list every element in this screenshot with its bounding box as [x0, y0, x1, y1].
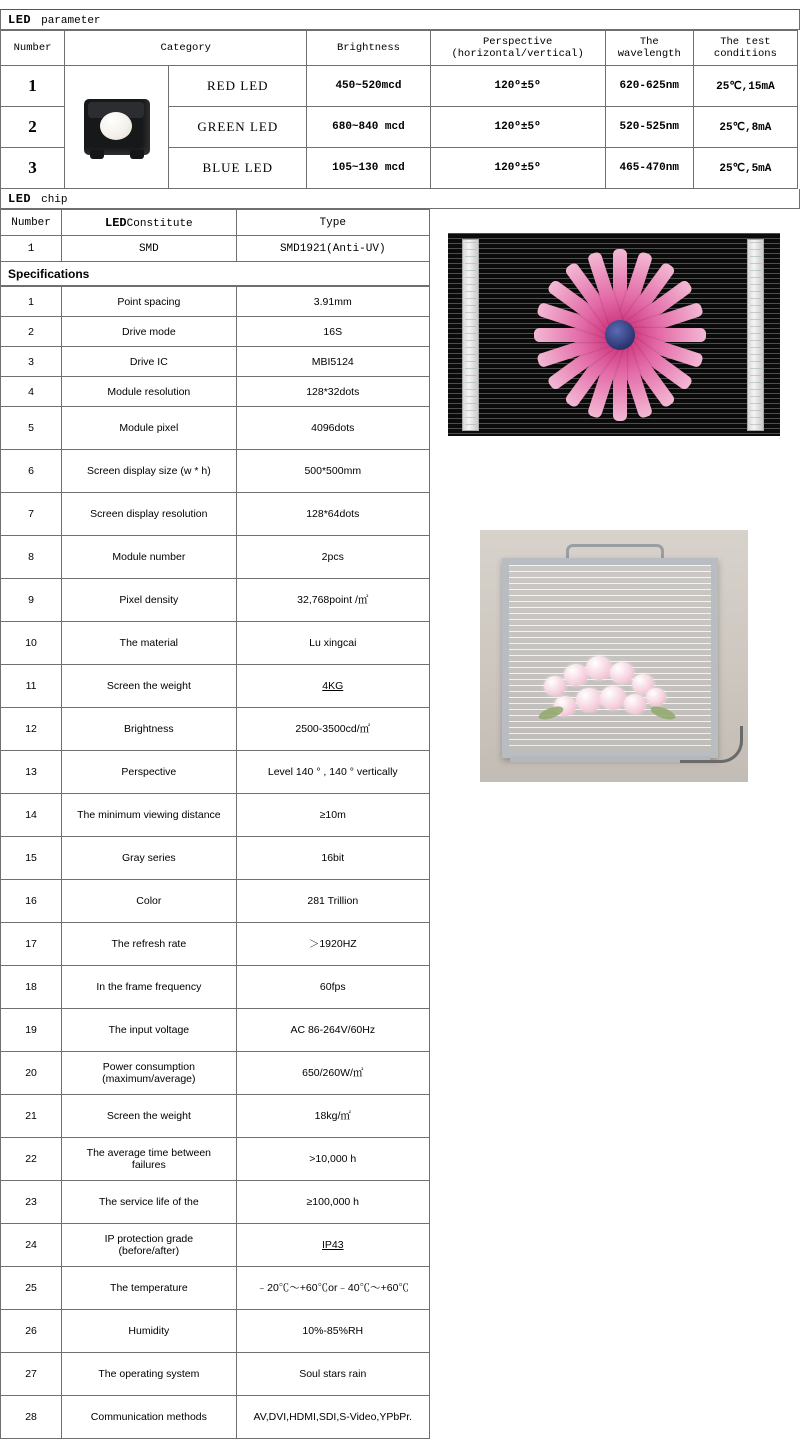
led-perspective: 120º±5º: [430, 107, 605, 148]
pink-daisy-graphic: [540, 241, 700, 429]
spec-item: The material: [62, 622, 236, 665]
col-header-perspective-line2: (horizontal/vertical): [451, 48, 584, 60]
spec-item: The operating system: [62, 1353, 236, 1396]
table-row: [1, 347, 430, 377]
table-row: [1, 1224, 430, 1267]
row-number: 15: [1, 837, 62, 880]
col-header-wavelength-line1: The: [639, 36, 659, 48]
row-number: 1: [1, 236, 62, 262]
spec-item: Module number: [62, 536, 236, 579]
led-parameter-title-word: parameter: [41, 15, 101, 27]
led-color-type: RED LED: [169, 66, 307, 107]
spec-value: 32,768point /㎡: [236, 579, 429, 622]
spec-item: Screen the weight: [62, 1095, 236, 1138]
table-header-row: [1, 210, 430, 236]
led-strip-left: [462, 239, 479, 431]
col-header-constitute-led: LED: [105, 215, 127, 230]
spec-value: 281 Trillion: [236, 880, 429, 923]
led-perspective: 120º±5º: [430, 148, 605, 189]
spec-value: ≥100,000 h: [236, 1181, 429, 1224]
led-brightness: 105~130 mcd: [307, 148, 430, 189]
led-strip-dots: [750, 242, 761, 428]
chip-type: SMD1921(Anti-UV): [236, 236, 429, 262]
power-cable: [680, 726, 743, 763]
spec-item: Module resolution: [62, 377, 236, 407]
spec-item: Communication methods: [62, 1396, 236, 1439]
table-row: [1, 450, 430, 493]
led-wavelength: 520-525nm: [605, 107, 693, 148]
row-number: 10: [1, 622, 62, 665]
led-parameter-title-led: LED: [8, 13, 32, 27]
spec-value: IP43: [236, 1224, 429, 1267]
led-parameter-section-bar: [0, 10, 800, 30]
spec-item: The input voltage: [62, 1009, 236, 1052]
led-chip-table: [0, 209, 430, 262]
table-row: [1, 1138, 430, 1181]
col-header-brightness: Brightness: [307, 31, 430, 66]
spec-item: [62, 1138, 236, 1181]
spec-value: 18kg/㎡: [236, 1095, 429, 1138]
table-row: [1, 708, 430, 751]
spec-item: Screen display size (w * h): [62, 450, 236, 493]
row-number: 2: [1, 317, 62, 347]
spec-value: >10,000 h: [236, 1138, 429, 1181]
col-header-constitute-word: Constitute: [126, 217, 193, 230]
row-number: 28: [1, 1396, 62, 1439]
led-brightness: 680~840 mcd: [307, 107, 430, 148]
led-color-type: GREEN LED: [169, 107, 307, 148]
row-number: 6: [1, 450, 62, 493]
table-row: [1, 665, 430, 708]
spec-value: 4096dots: [236, 407, 429, 450]
col-header-wavelength: [605, 31, 693, 66]
led-parameter-table: [0, 30, 798, 189]
row-number: 3: [1, 148, 65, 189]
col-header-number: Number: [1, 210, 62, 236]
table-row: [1, 1396, 430, 1439]
spec-item: Color: [62, 880, 236, 923]
col-header-test-line1: The test: [720, 36, 771, 48]
spec-value: 2pcs: [236, 536, 429, 579]
col-header-number: Number: [1, 31, 65, 66]
table-row: [1, 1310, 430, 1353]
spec-value: 10%-85%RH: [236, 1310, 429, 1353]
row-number: 2: [1, 107, 65, 148]
led-chip-section-bar: [0, 189, 800, 209]
smd-led-drawing: [78, 95, 156, 159]
chip-constitute: SMD: [62, 236, 236, 262]
table-row: [1, 794, 430, 837]
spec-value: 3.91mm: [236, 287, 429, 317]
row-number: 26: [1, 1310, 62, 1353]
row-number: 23: [1, 1181, 62, 1224]
spec-value: 650/260W/㎡: [236, 1052, 429, 1095]
spec-value: ﹣20℃～+60℃or﹣40℃～+60℃: [236, 1267, 429, 1310]
spec-item-line2: (before/after): [118, 1245, 180, 1257]
row-number: 22: [1, 1138, 62, 1181]
table-row: [1, 1009, 430, 1052]
spec-item: In the frame frequency: [62, 966, 236, 1009]
spec-value: 16bit: [236, 837, 429, 880]
spec-item: [62, 1052, 236, 1095]
row-number: 12: [1, 708, 62, 751]
spec-value: Soul stars rain: [236, 1353, 429, 1396]
spec-value: ≥10m: [236, 794, 429, 837]
table-row: [1, 837, 430, 880]
row-number: 19: [1, 1009, 62, 1052]
smd-leg-right: [130, 150, 144, 159]
row-number: 3: [1, 347, 62, 377]
spec-value: MBI5124: [236, 347, 429, 377]
spec-item: Drive IC: [62, 347, 236, 377]
row-number: 1: [1, 287, 62, 317]
col-header-category: Category: [65, 31, 307, 66]
spec-item: Drive mode: [62, 317, 236, 347]
table-row: [1, 751, 430, 794]
row-number: 18: [1, 966, 62, 1009]
led-wavelength: 620-625nm: [605, 66, 693, 107]
table-row: [1, 579, 430, 622]
spec-value: 16S: [236, 317, 429, 347]
col-header-wavelength-line2: wavelength: [617, 48, 681, 60]
led-brightness: 450~520mcd: [307, 66, 430, 107]
spec-item: Gray series: [62, 837, 236, 880]
spec-item-line2: (maximum/average): [102, 1073, 196, 1085]
col-header-constitute: [62, 210, 236, 236]
table-row: [1, 1181, 430, 1224]
table-row: [1, 236, 430, 262]
spec-value: 2500-3500cd/㎡: [236, 708, 429, 751]
led-strip-right: [747, 239, 764, 431]
table-row: [1, 536, 430, 579]
spec-value: AC 86-264V/60Hz: [236, 1009, 429, 1052]
spec-item: Humidity: [62, 1310, 236, 1353]
table-row: [1, 923, 430, 966]
spec-item: The refresh rate: [62, 923, 236, 966]
row-number: 11: [1, 665, 62, 708]
led-test-conditions: 25℃,5mA: [693, 148, 797, 189]
spec-value: Lu xingcai: [236, 622, 429, 665]
spec-item: Screen the weight: [62, 665, 236, 708]
spec-value: Level 140 ° , 140 ° vertically: [236, 751, 429, 794]
table-row: [1, 1052, 430, 1095]
table-row: [1, 377, 430, 407]
table-row: [1, 407, 430, 450]
led-color-type: BLUE LED: [169, 148, 307, 189]
spec-item: Point spacing: [62, 287, 236, 317]
spec-item: Module pixel: [62, 407, 236, 450]
table-row: [1, 493, 430, 536]
led-test-conditions: 25℃,15mA: [693, 66, 797, 107]
table-row: [1, 622, 430, 665]
table-row: [1, 317, 430, 347]
row-number: 14: [1, 794, 62, 837]
row-number: 13: [1, 751, 62, 794]
row-number: 7: [1, 493, 62, 536]
spec-item: Pixel density: [62, 579, 236, 622]
spec-item: Perspective: [62, 751, 236, 794]
table-row: [1, 966, 430, 1009]
row-number: 20: [1, 1052, 62, 1095]
col-header-perspective: [430, 31, 605, 66]
spec-item: The temperature: [62, 1267, 236, 1310]
row-number: 17: [1, 923, 62, 966]
smd-leg-left: [90, 150, 104, 159]
table-row: [1, 1267, 430, 1310]
specifications-title: Specifications: [0, 262, 430, 286]
transparent-led-mesh-screen-flower-photo: [448, 233, 780, 436]
table-row: [1, 287, 430, 317]
led-chip-title-word: chip: [41, 194, 68, 206]
spec-value: 128*64dots: [236, 493, 429, 536]
row-number: 9: [1, 579, 62, 622]
col-header-test-conditions: [693, 31, 797, 66]
flower-center: [605, 320, 635, 350]
table-row: [1, 1095, 430, 1138]
spec-value: AV,DVI,HDMI,SDI,S-Video,YPbPr.: [236, 1396, 429, 1439]
specifications-table: [0, 286, 430, 1439]
smd-lens: [100, 112, 132, 140]
spec-item: The service life of the: [62, 1181, 236, 1224]
led-strip-dots: [465, 242, 476, 428]
row-number: 24: [1, 1224, 62, 1267]
spec-item-line1: IP protection grade: [104, 1233, 194, 1245]
top-border-strip: [0, 0, 800, 10]
row-number: 25: [1, 1267, 62, 1310]
led-wavelength: 465-470nm: [605, 148, 693, 189]
spec-item: [62, 1224, 236, 1267]
row-number: 5: [1, 407, 62, 450]
spec-item: Brightness: [62, 708, 236, 751]
row-number: 27: [1, 1353, 62, 1396]
spec-value: 128*32dots: [236, 377, 429, 407]
spec-item-line2: failures: [131, 1159, 166, 1171]
col-header-type: Type: [236, 210, 429, 236]
row-number: 8: [1, 536, 62, 579]
led-perspective: 120º±5º: [430, 66, 605, 107]
transparent-led-cabinet-photo: [480, 530, 748, 782]
col-header-test-line2: conditions: [713, 48, 777, 60]
row-number: 21: [1, 1095, 62, 1138]
spec-item-line1: Power consumption: [102, 1061, 195, 1073]
row-number: 1: [1, 66, 65, 107]
smd-led-photo: [65, 66, 169, 189]
row-number: 4: [1, 377, 62, 407]
row-number: 16: [1, 880, 62, 923]
col-header-perspective-line1: Perspective: [482, 36, 553, 48]
led-test-conditions: 25℃,8mA: [693, 107, 797, 148]
spec-item: Screen display resolution: [62, 493, 236, 536]
spec-value: 4KG: [236, 665, 429, 708]
spec-item: The minimum viewing distance: [62, 794, 236, 837]
spec-value: ＞1920HZ: [236, 923, 429, 966]
table-row: [1, 1353, 430, 1396]
flower-bouquet: [538, 650, 688, 728]
spec-value: 60fps: [236, 966, 429, 1009]
table-row: [1, 880, 430, 923]
table-header-row: [1, 31, 798, 66]
table-row: [1, 66, 798, 107]
spec-item-line1: The average time between: [86, 1147, 211, 1159]
led-chip-title-led: LED: [8, 192, 32, 206]
spec-value: 500*500mm: [236, 450, 429, 493]
